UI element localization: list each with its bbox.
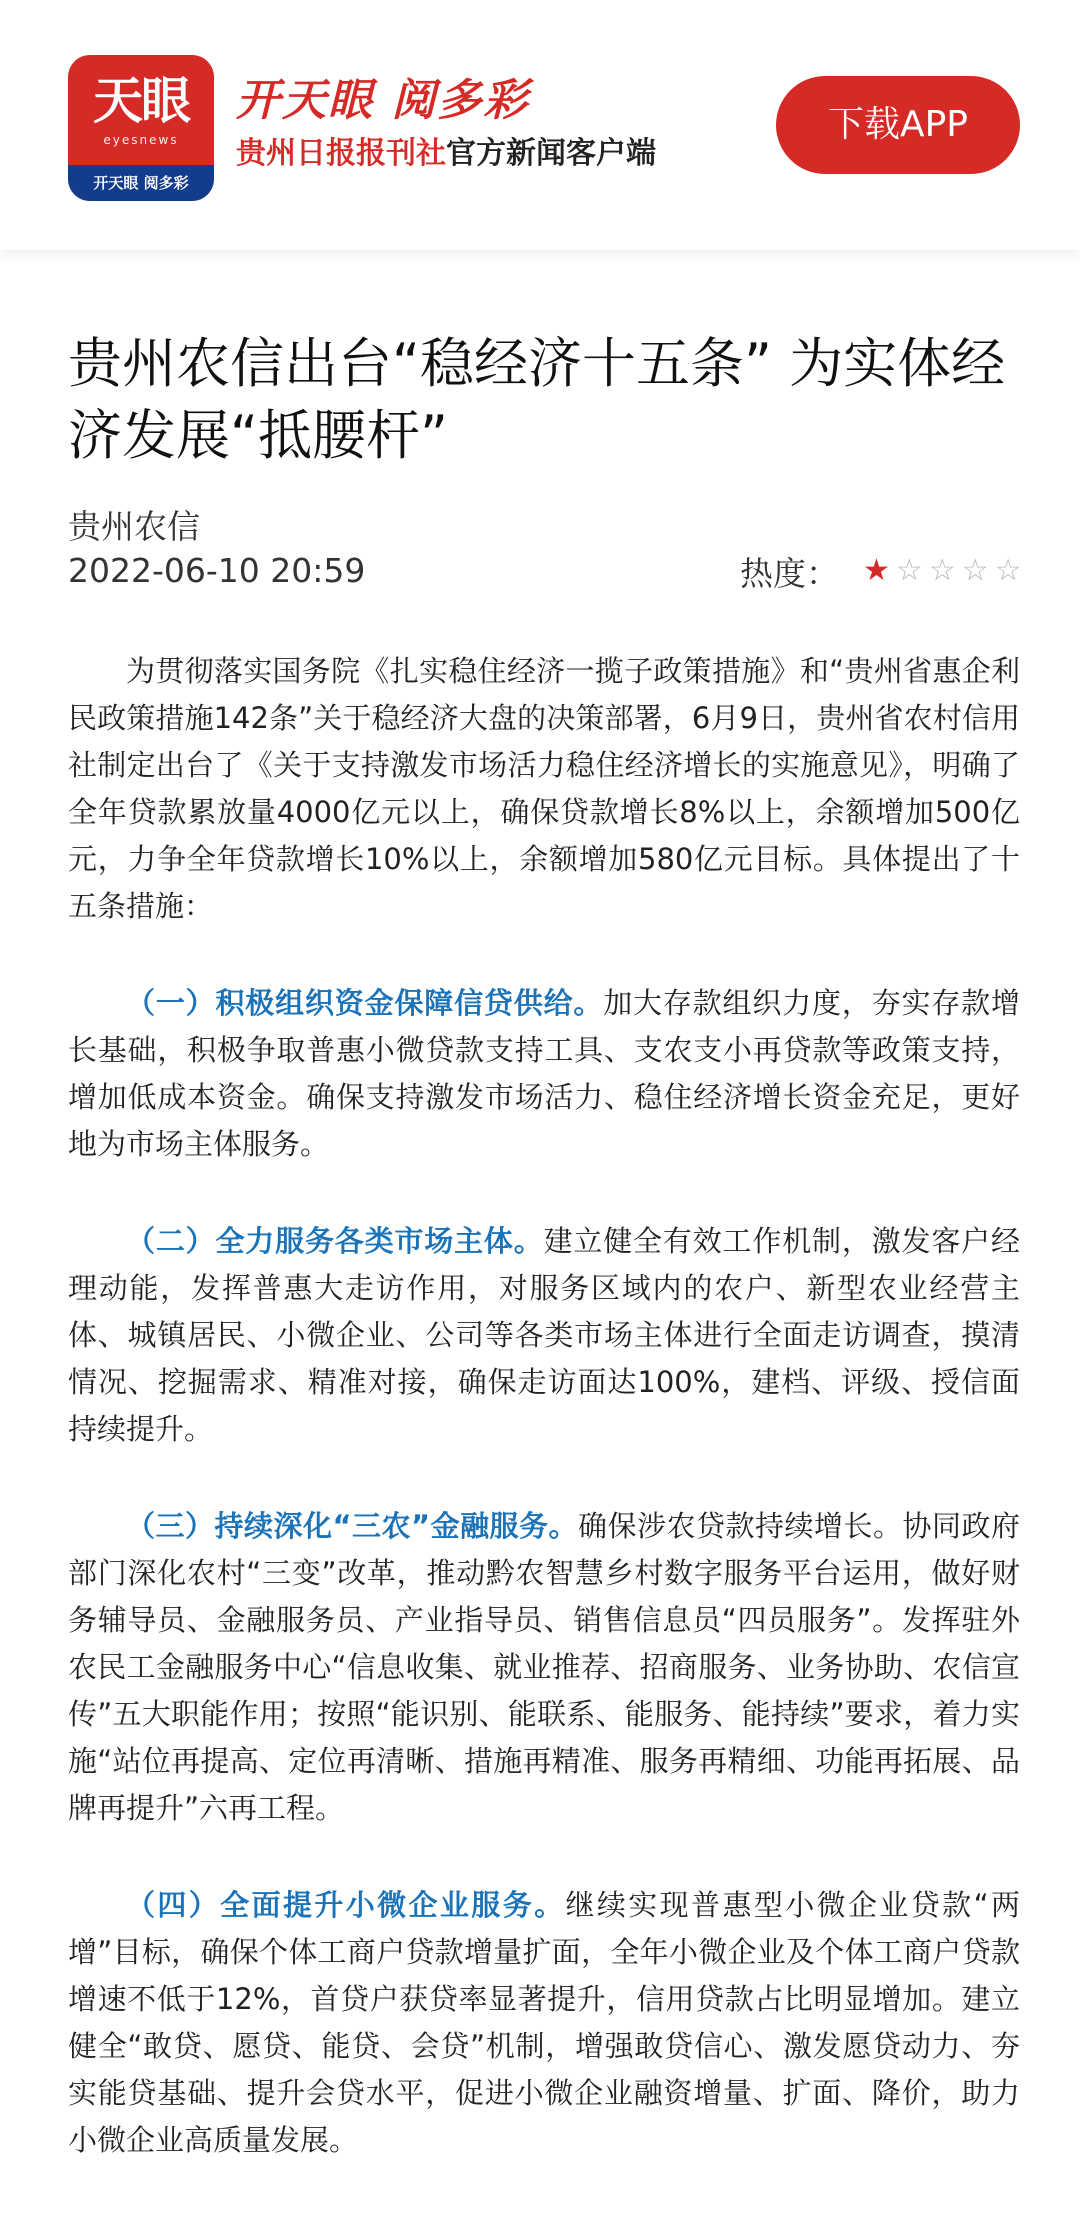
article-source: 贵州农信 <box>68 507 200 546</box>
paragraph-text: 确保涉农贷款持续增长。协同政府部门深化农村“三变”改革，推动黔农智慧乡村数字服务平台运用，做好财务辅导员、金融服务员、产业指导员、销售信息员“四员服务”。发挥驻外农民工金融服务中心“信息收集、就业推荐、招商服务、业务协助、农信宣传”五大职能作用；按照“能识别、能联系、能服务、能持续”要求，着力实施“站位再提高、定位再清晰、措施再精准、服务再精细、功能再拓展、品牌再提升”六再工程。 <box>68 1509 1020 1825</box>
logo-main-text: 天眼 <box>93 71 189 130</box>
article-title: 贵州农信出台“稳经济十五条” 为实体经济发展“抵腰杆” <box>68 332 1006 467</box>
star-empty-icon: ☆ <box>928 553 956 588</box>
heat-rating <box>740 548 1028 594</box>
paragraph-text: 加大存款组织力度，夯实存款增长基础，积极争取普惠小微贷款支持工具、支农支小再贷款等政策支持，增加低成本资金。确保支持激发市场活力、稳住经济增长资金充足，更好地为市场主体服务。 <box>68 986 1020 1161</box>
article-paragraph <box>68 1882 1020 2164</box>
paragraph-heading: （一）积极组织资金保障信贷供给。 <box>126 986 604 1020</box>
paragraph-heading: （三）持续深化“三农”金融服务。 <box>126 1509 579 1543</box>
article-body <box>68 648 1020 2214</box>
paragraph-text: 继续实现普惠型小微企业贷款“两增”目标，确保个体工商户贷款增量扩面，全年小微企业及个体工商户贷款增速不低于12%，首贷户获贷率显著提升，信用贷款占比明显增加。建立健全“敢贷、愿贷、能贷、会贷”机制，增强敢贷信心、激发愿贷动力、夯实能贷基础、提升会贷水平，促进小微企业融资增量、扩面、降价，助力小微企业高质量发展。 <box>68 1888 1020 2157</box>
heat-stars <box>863 553 1028 588</box>
article-paragraph <box>68 1503 1020 1832</box>
paragraph-heading: （四）全面提升小微企业服务。 <box>126 1888 566 1922</box>
article-paragraph <box>68 648 1020 930</box>
article-date: 2022-06-10 20:59 <box>68 551 366 590</box>
app-tagline <box>236 134 656 174</box>
tianyan-logo[interactable] <box>68 55 214 201</box>
star-filled-icon: ★ <box>863 553 890 588</box>
paragraph-text: 为贯彻落实国务院《扎实稳住经济一揽子政策措施》和“贵州省惠企利民政策措施142条”关于稳经济大盘的决策部署，6月9日，贵州省农村信用社制定出台了《关于支持激发市场活力稳住经济增长的实施意见》，明确了全年贷款累放量4000亿元以上，确保贷款增长8%以上，余额增加500亿元，力争全年贷款增长10%以上，余额增加580亿元目标。具体提出了十五条措施： <box>68 654 1020 923</box>
app-slogan: 开天眼 阅多彩 <box>236 75 530 126</box>
logo-band-text: 开天眼 阅多彩 <box>68 165 214 201</box>
tagline-publisher: 贵州日报报刊社 <box>236 136 446 171</box>
tagline-client: 官方新闻客户端 <box>446 136 656 171</box>
star-empty-icon: ☆ <box>994 553 1022 588</box>
paragraph-heading: （二）全力服务各类市场主体。 <box>126 1224 544 1258</box>
star-empty-icon: ☆ <box>961 553 989 588</box>
download-app-button[interactable]: 下载APP <box>776 76 1020 174</box>
paragraph-text: 建立健全有效工作机制，激发客户经理动能，发挥普惠大走访作用，对服务区域内的农户、新型农业经营主体、城镇居民、小微企业、公司等各类市场主体进行全面走访调查，摸清情况、挖掘需求、精准对接，确保走访面达100%，建档、评级、授信面持续提升。 <box>68 1224 1020 1446</box>
star-empty-icon: ☆ <box>895 553 923 588</box>
article-paragraph <box>68 980 1020 1168</box>
article-paragraph <box>68 1218 1020 1453</box>
heat-label: 热度： <box>740 553 839 593</box>
logo-sub-text: eyesnews <box>103 133 179 147</box>
app-header <box>0 0 1080 250</box>
